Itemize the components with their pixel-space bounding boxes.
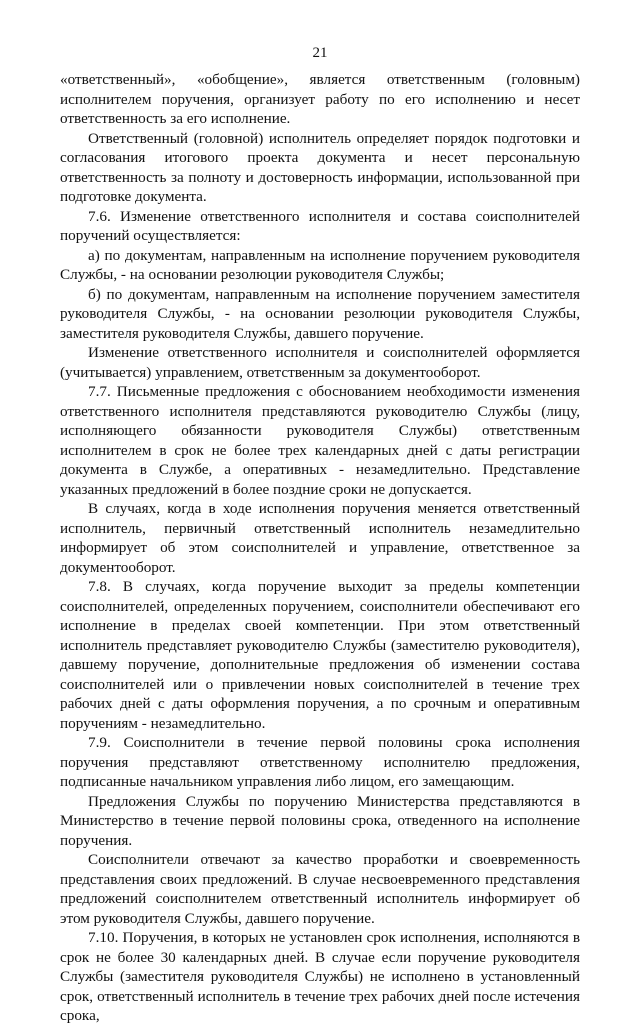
paragraph-responsible-executor: Ответственный (головной) исполнитель определяет порядок подготовки и согласования итогового проекта документа и несет персональную ответственность за полноту и достоверность информации, использованной при подготовке документа.	[60, 129, 580, 205]
paragraph-7-9: 7.9. Соисполнители в течение первой половины срока исполнения поручения представляют ответственному исполнителю предложения, подписанные начальником управления либо лицом, его замещающим.	[60, 734, 580, 790]
paragraph-executor-change: В случаях, когда в ходе исполнения поручения меняется ответственный исполнитель, первичный ответственный исполнитель незамедлительно информирует об этом соисполнителей и управление, ответственное за документооборот.	[60, 500, 580, 576]
page-number: 21	[312, 45, 328, 61]
document-body	[60, 70, 580, 1026]
paragraph-7-6: 7.6. Изменение ответственного исполнителя и состава соисполнителей поручений осуществляется:	[60, 207, 580, 244]
paragraph-7-7: 7.7. Письменные предложения с обоснованием необходимости изменения ответственного исполнителя представляются руководителю Службы (лицу, исполняющего обязанности руководителя Службы) ответственным исполнителем в срок не более трех календарных дней с даты регистрации документа в Службе, а оперативных - незамедлительно. Представление указанных предложений в более поздние сроки не допускается.	[60, 383, 580, 498]
paragraph-7-6-b: б) по документам, направленным на исполнение поручением заместителя руководителя Службы, - на основании резолюции руководителя Службы, заместителя руководителя Службы, давшего поручение.	[60, 285, 580, 342]
paragraph-change-registration: Изменение ответственного исполнителя и соисполнителей оформляется (учитывается) управлением, ответственным за документооборот.	[60, 344, 580, 381]
paragraph-ministry-proposals: Предложения Службы по поручению Министерства представляются в Министерство в течение первой половины срока, отведенного на исполнение поручения.	[60, 792, 580, 849]
paragraph-coexecutors-responsibility: Соисполнители отвечают за качество проработки и своевременность представления своих предложений. В случае несвоевременного представления предложений соисполнителем ответственный исполнитель информирует об этом руководителя Службы, давшего поручение.	[60, 851, 580, 927]
paragraph-7-8: 7.8. В случаях, когда поручение выходит за пределы компетенции соисполнителей, определенных поручением, соисполнители обеспечивают его исполнение в пределах своей компетенции. При этом ответственный исполнитель представляет руководителю Службы (заместителю руководителя), давшему поручение, дополнительные предложения об изменении состава соисполнителей или о привлечении новых соисполнителей в течение трех рабочих дней с даты оформления поручения, а по срочным и оперативным поручениям - незамедлительно.	[60, 578, 580, 732]
paragraph-continuation: «ответственный», «обобщение», является ответственным (головным) исполнителем поручения, организует работу по его исполнению и несет ответственность за его исполнение.	[60, 71, 580, 127]
paragraph-7-10: 7.10. Поручения, в которых не установлен срок исполнения, исполняются в срок не более 30 календарных дней. В случае если поручение руководителя Службы (заместителя руководителя Службы) не исполнено в установленный срок, ответственный исполнитель в течение трех рабочих дней после истечения срока,	[60, 929, 580, 1024]
paragraph-7-6-a: а) по документам, направленным на исполнение поручением руководителя Службы, - на основании резолюции руководителя Службы;	[60, 246, 580, 283]
